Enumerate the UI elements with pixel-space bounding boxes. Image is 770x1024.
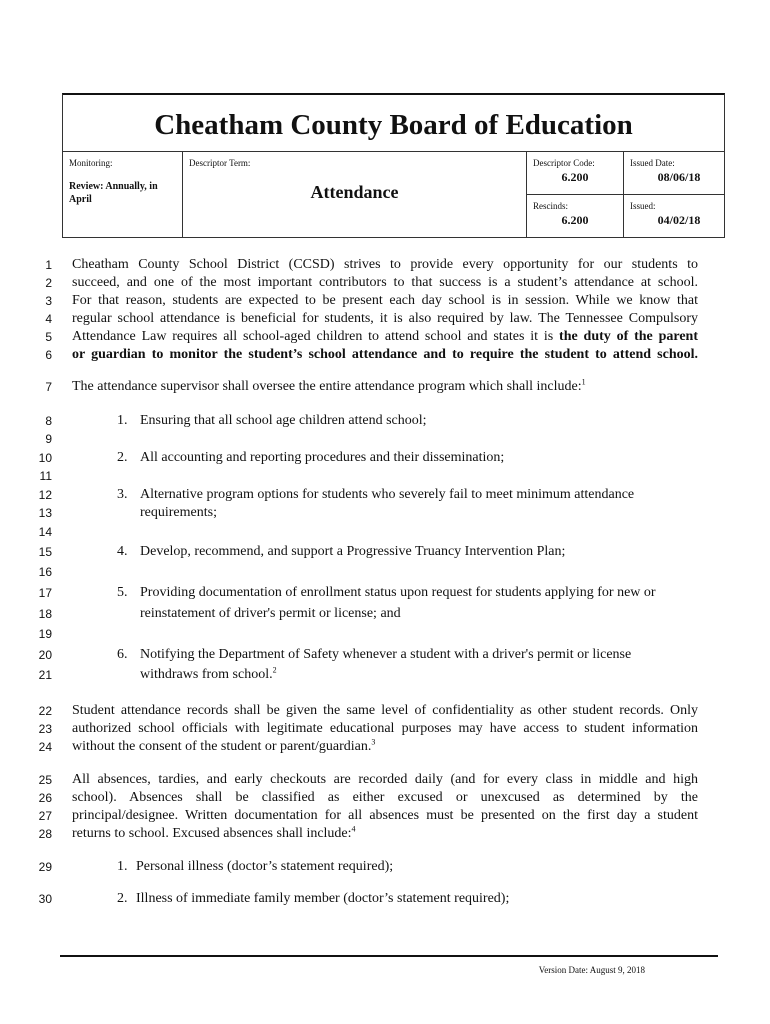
issued-date-value: 08/06/18 bbox=[657, 170, 701, 184]
paragraph-line: For that reason, students are expected to be present each day school is in session. While we know that bbox=[72, 293, 698, 308]
line-number: 9 bbox=[45, 432, 52, 446]
paragraph-line bbox=[72, 378, 698, 396]
list-item bbox=[117, 584, 698, 602]
paragraph-text: The attendance supervisor shall oversee the entire attendance program which shall include: bbox=[72, 379, 582, 394]
list-item bbox=[117, 486, 698, 504]
list-item-continuation bbox=[117, 666, 698, 684]
list-text: All accounting and reporting procedures and their dissemination; bbox=[140, 450, 505, 465]
list-number: 2. bbox=[117, 891, 128, 906]
footer-divider bbox=[60, 955, 718, 957]
list-item bbox=[117, 858, 698, 876]
paragraph-line: regular school attendance is beneficial for students, it is also required by law. The Tennessee Compulsory bbox=[72, 311, 698, 326]
list-number: 3. bbox=[117, 487, 128, 502]
line-number: 7 bbox=[45, 380, 52, 394]
line-number: 4 bbox=[45, 312, 52, 326]
line-number: 25 bbox=[38, 773, 52, 787]
paragraph-text: returns to school. Excused absences shall include: bbox=[72, 826, 352, 841]
descriptor-code-label: Descriptor Code: bbox=[533, 158, 595, 168]
paragraph-text: Attendance Law requires all school-aged children to attend school and states it is bbox=[72, 329, 560, 344]
list-text: Illness of immediate family member (doctor’s statement required); bbox=[136, 891, 510, 906]
list-text: Personal illness (doctor’s statement required); bbox=[136, 859, 394, 874]
line-number: 11 bbox=[39, 469, 52, 483]
list-item-continuation bbox=[117, 605, 698, 623]
line-number: 17 bbox=[38, 586, 52, 600]
line-number: 8 bbox=[45, 414, 52, 428]
footnote-ref: 4 bbox=[351, 824, 356, 834]
line-number: 13 bbox=[38, 506, 52, 520]
monitoring-label: Monitoring: bbox=[69, 158, 113, 168]
line-number: 24 bbox=[38, 740, 52, 754]
paragraph-line: Student attendance records shall be given the same level of confidentiality as other student records. Only bbox=[72, 703, 698, 718]
issued-cell bbox=[624, 195, 724, 238]
list-number: 6. bbox=[117, 647, 128, 662]
paragraph-line bbox=[72, 346, 698, 364]
line-number: 15 bbox=[38, 545, 52, 559]
paragraph-line bbox=[72, 825, 698, 843]
paragraph-line: authorized school officials with legitimate educational purposes may have access to student information bbox=[72, 721, 698, 736]
descriptor-code-value: 6.200 bbox=[561, 170, 589, 184]
version-date: Version Date: August 9, 2018 bbox=[538, 965, 645, 975]
paragraph-text: without the consent of the student or parent/guardian. bbox=[72, 739, 372, 754]
line-number: 12 bbox=[38, 488, 52, 502]
line-number: 16 bbox=[38, 565, 52, 579]
line-number: 27 bbox=[38, 809, 52, 823]
list-text: Ensuring that all school age children attend school; bbox=[140, 413, 427, 428]
paragraph-line: All absences, tardies, and early checkouts are recorded daily (and for every class in middle and high bbox=[72, 772, 698, 787]
line-number: 23 bbox=[38, 722, 52, 736]
descriptor-term-label: Descriptor Term: bbox=[189, 158, 251, 168]
list-item-continuation bbox=[117, 504, 698, 522]
list-text: Providing documentation of enrollment status upon request for students applying for new or bbox=[140, 585, 656, 600]
list-number: 5. bbox=[117, 585, 128, 600]
footnote-ref: 1 bbox=[581, 377, 586, 387]
issued-date-label: Issued Date: bbox=[630, 158, 675, 168]
board-title: Cheatham County Board of Education bbox=[63, 95, 724, 152]
line-number: 29 bbox=[38, 860, 52, 874]
line-number: 26 bbox=[38, 791, 52, 805]
line-number: 19 bbox=[38, 627, 52, 641]
list-item bbox=[117, 543, 698, 561]
emphasis-text: the duty of the parent bbox=[559, 329, 698, 344]
descriptor-term-cell bbox=[183, 152, 527, 238]
footnote-ref: 2 bbox=[272, 665, 277, 675]
list-text: withdraws from school. bbox=[140, 667, 273, 682]
list-number: 2. bbox=[117, 450, 128, 465]
list-number: 1. bbox=[117, 859, 128, 874]
line-number: 21 bbox=[38, 668, 52, 682]
footnote-ref: 3 bbox=[371, 737, 376, 747]
line-number: 14 bbox=[38, 525, 52, 539]
paragraph-line: school). Absences shall be classified as either excused or unexcused as determined by the bbox=[72, 790, 698, 805]
list-number: 1. bbox=[117, 413, 128, 428]
list-number: 4. bbox=[117, 544, 128, 559]
list-item bbox=[117, 412, 698, 430]
line-number: 18 bbox=[38, 607, 52, 621]
line-number: 28 bbox=[38, 827, 52, 841]
line-number: 2 bbox=[45, 276, 52, 290]
list-text: Alternative program options for students who severely fail to meet minimum attendance bbox=[140, 487, 635, 502]
line-number: 22 bbox=[38, 704, 52, 718]
issued-value: 04/02/18 bbox=[657, 213, 701, 227]
monitoring-cell bbox=[63, 152, 183, 238]
list-text: requirements; bbox=[140, 505, 217, 520]
list-text: Notifying the Department of Safety whenever a student with a driver's permit or license bbox=[140, 647, 632, 662]
list-text: reinstatement of driver's permit or license; and bbox=[140, 606, 401, 621]
monitoring-value: Review: Annually, in April bbox=[69, 181, 158, 205]
line-number: 30 bbox=[38, 892, 52, 906]
line-number: 6 bbox=[45, 348, 52, 362]
emphasis-text: or guardian to monitor the student’s school attendance and to require the student to attend school. bbox=[72, 347, 698, 362]
list-item bbox=[117, 646, 698, 664]
line-number: 20 bbox=[38, 648, 52, 662]
issued-date-cell bbox=[624, 152, 724, 195]
paragraph-line bbox=[72, 738, 698, 756]
list-item bbox=[117, 890, 698, 908]
paragraph-line: succeed, and one of the most important contributors to that success is a student’s attendance at school. bbox=[72, 275, 698, 290]
descriptor-code-cell bbox=[527, 152, 624, 195]
paragraph-line: principal/designee. Written documentation for all absences must be presented on the first day a student bbox=[72, 808, 698, 823]
list-text: Develop, recommend, and support a Progressive Truancy Intervention Plan; bbox=[140, 544, 566, 559]
rescinds-cell bbox=[527, 195, 624, 238]
line-number: 3 bbox=[45, 294, 52, 308]
line-number: 5 bbox=[45, 330, 52, 344]
line-number: 1 bbox=[45, 258, 52, 272]
paragraph-line: Cheatham County School District (CCSD) strives to provide every opportunity for our students to bbox=[72, 257, 698, 272]
policy-header-table bbox=[62, 93, 725, 238]
issued-label: Issued: bbox=[630, 201, 656, 211]
rescinds-value: 6.200 bbox=[561, 213, 589, 227]
paragraph-line bbox=[72, 328, 698, 346]
rescinds-label: Rescinds: bbox=[533, 201, 568, 211]
descriptor-term-value: Attendance bbox=[310, 182, 399, 202]
list-item bbox=[117, 449, 698, 467]
line-number: 10 bbox=[38, 451, 52, 465]
